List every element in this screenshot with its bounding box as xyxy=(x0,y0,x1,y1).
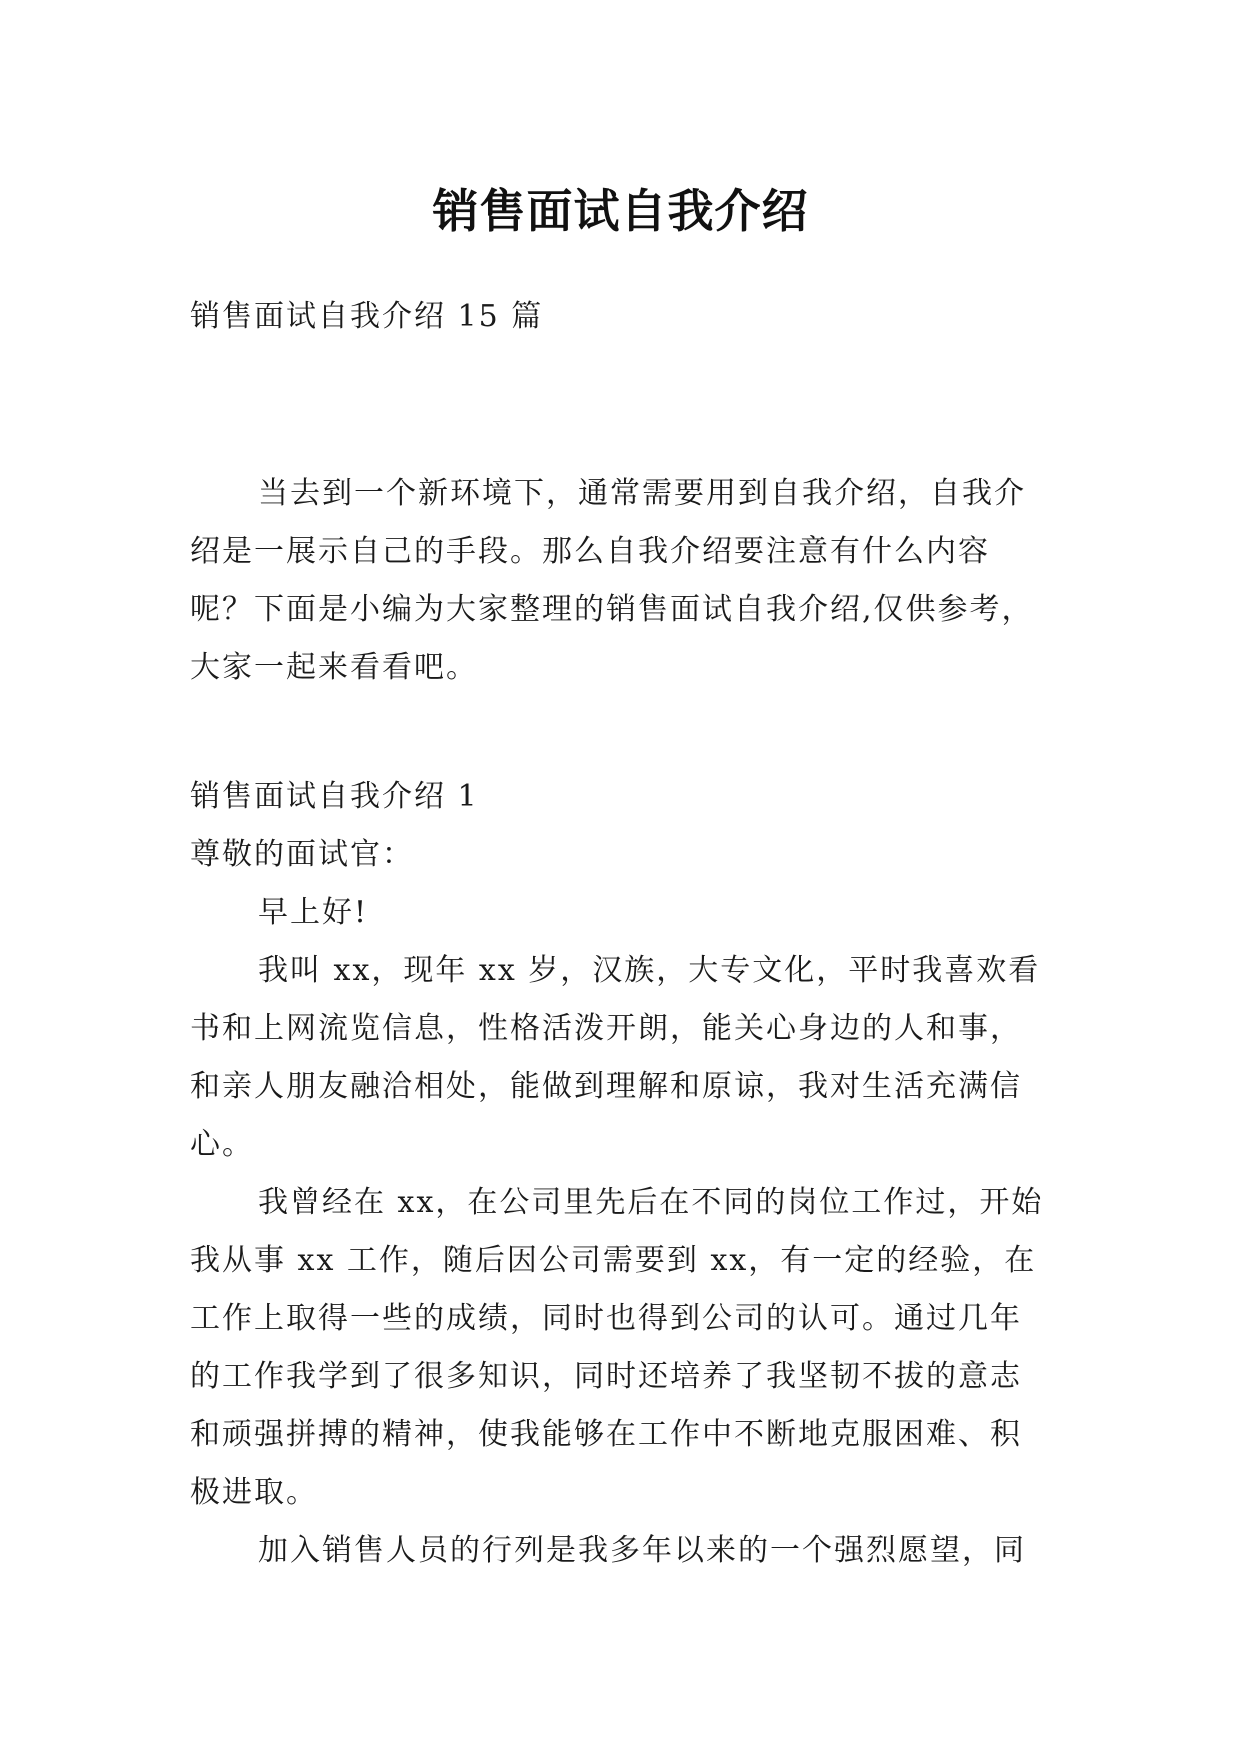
salutation: 尊敬的面试官： xyxy=(190,837,414,872)
section-heading: 销售面试自我介绍 1 xyxy=(190,779,479,814)
greeting-line: 早上好! xyxy=(258,895,369,930)
document-title: 销售面试自我介绍 xyxy=(432,183,809,238)
body-paragraph: 加入销售人员的行列是我多年以来的一个强烈愿望，同 xyxy=(258,1533,1026,1568)
document-subtitle: 销售面试自我介绍 15 篇 xyxy=(190,299,544,334)
body-paragraph: 我叫 xx，现年 xx 岁，汉族，大专文化，平时我喜欢看书和上网流览信息，性格活泼开朗，能关心身边的人和事，和亲人朋友融洽相处，能做到理解和原谅，我对生活充满信心。 xyxy=(190,953,1041,1162)
intro-paragraph: 当去到一个新环境下，通常需要用到自我介绍，自我介绍是一展示自己的手段。那么自我介绍要注意有什么内容呢？下面是小编为大家整理的销售面试自我介绍,仅供参考，大家一起来看看吧。 xyxy=(190,476,1034,685)
body-paragraph: 我曾经在 xx，在公司里先后在不同的岗位工作过，开始我从事 xx 工作，随后因公司需要到 xx，有一定的经验，在工作上取得一些的成绩，同时也得到公司的认可。通过几年的工作我学到了很多知识，同时还培养了我坚韧不拔的意志和顽强拼搏的精神，使我能够在工作中不断地克服困难、积极进取。 xyxy=(190,1185,1044,1510)
